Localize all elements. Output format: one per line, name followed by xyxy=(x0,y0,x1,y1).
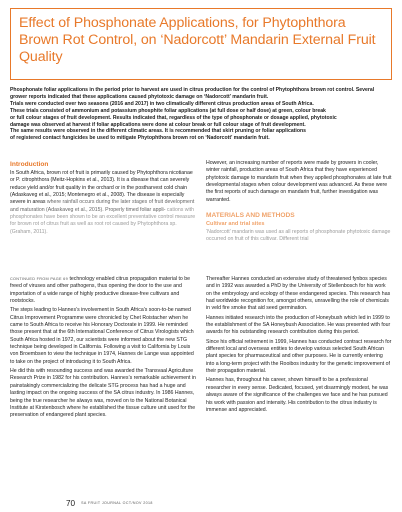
intro-column-right xyxy=(206,160,392,245)
section-heading-methods: MATERIALS AND METHODS xyxy=(206,212,295,220)
fade-divider xyxy=(10,264,392,274)
tribute-column-left xyxy=(10,276,198,422)
intro-paragraph xyxy=(10,170,198,236)
intro-column-left xyxy=(10,160,198,238)
tribute-paragraph xyxy=(10,276,198,305)
intro-text: In South Africa, brown rot of fruit is primarily caused by Phytophthora nicotianae or P. citrophthora (Meitz-Hopkins et al., 2013). It is a disease that can severely reduce yield and/or fruit quality in the orchard or in the postharvest cold chain (Adaskaveg et al., 2015; Montenegro et al., 2008). The disease is especially severe in areas xyxy=(10,170,193,206)
intro-text-faded: cations with phosphonates have been shown to be an excellent preventative control measure for brown rot of citrus fruit as well as root rot caused by Phytophthora sp. (Graham, 2011). xyxy=(10,206,196,235)
abstract xyxy=(10,87,392,142)
methods-paragraph: ‘Nadorcott’ mandarin was used as all reports of phosphonate phytotoxic damage occurred on fruit of this cultivar. Different trial xyxy=(206,228,391,242)
page-number: 70 xyxy=(66,498,76,508)
section-heading-introduction: Introduction xyxy=(10,161,49,168)
continued-label: CONTINUED FROM PAGE 69 xyxy=(10,277,69,281)
publication-info: SA FRUIT JOURNAL OCT/NOV 2018 xyxy=(81,501,153,505)
abstract-line: damage was observed at harvest if foliar applications were done at colour break or full colour stage of fruit development. xyxy=(10,121,306,128)
abstract-line: or full colour stages of fruit development. Results indicated that, regardless of the type of phosphonate or dosage applied, phytotoxic xyxy=(10,114,337,121)
abstract-line: These trials consisted of ammonium and potassium phosphite foliar applications (at full dose or half dose) at green, colour break xyxy=(10,107,326,114)
intro-right-paragraph: However, an increasing number of reports were made by growers in cooler, winter rainfall, production areas of South Africa that they have experienced phytotoxic damage to mandarin fruit when they applied phosphonates at late fruit developmental stages when colour development was advanced. As these were the first reports of such damage on mandarin fruit, further investigation was warranted. xyxy=(206,160,392,203)
tribute-paragraph: Hannes initiated research into the production of Honeybush which led in 1999 to the establishment of the SA Honeybush Association. He was presented with four awards for his outstanding research contribution during this period. xyxy=(206,314,391,336)
tribute-text: technology enabled citrus propagation material to be freed of viruses and other pathogens, thus opening the door to the use and importation of a wide range of highly productive disease-free cultivars and rootstocks. xyxy=(10,276,191,305)
intro-text-fading: where rainfall occurs during the later stages of fruit development and maturation (Adaskaveg et al., 2015). Properly timed foliar appli- xyxy=(10,199,195,213)
page-footer xyxy=(66,498,153,508)
tribute-paragraph: He did this with resounding success and was awarded the Transvaal Agriculture Research Prize in 1982 for his contribution. Hannes’s remarkable achievement in painstakingly commercializing the delicate STG process has had a huge and lasting impact on the ongoing success of the SA citrus industry. In 1986 Hannes, being the true researcher he always was, moved on to the National Botanical Institute at Kirstenbosch where he established the tissue culture unit used for the preservation of endangered plant species. xyxy=(10,368,196,419)
abstract-line: of registered contact fungicides be used to mitigate Phytophthora brown rot on ‘Nadorcott’ mandarin fruit. xyxy=(10,135,270,142)
subheading-cultivar: Cultivar and trial sites xyxy=(206,221,265,228)
abstract-line: Trials were conducted over two seasons (2016 and 2017) in two climatically different citrus production areas of South Africa. xyxy=(10,100,314,107)
tribute-paragraph: Since his official retirement in 1999, Hannes has conducted contract research for different local and overseas entities to develop various selected South African plant species for pharmaceutical and other purposes. He is currently entering into a long-term project with the Rooibos industry for the genetic improvement of their propagation material. xyxy=(206,338,392,375)
article-title: Effect of Phosphonate Applications, for Phytophthora Brown Rot Control, on ‘Nadorcott’ Mandarin External Fruit Quality xyxy=(19,15,376,65)
abstract-line: Phosphonate foliar applications in the period prior to harvest are used in citrus production for the control of Phytophthora brown rot control. Several grower reports indicated that these applications caused phytotoxic damage on ‘Nadorcott’ mandarin fruit. xyxy=(10,87,375,100)
tribute-paragraph: Hannes has, throughout his career, shown himself to be a professional researcher in every sense. Dedicated, focused, yet disarmingly modest, he was always aware of the significance of the challenges we face and he has pursued his work with passion and intensity. His contribution to the citrus industry is immense and appreciated. xyxy=(206,377,389,413)
tribute-paragraph: Thereafter Hannes conducted an extensive study of threatened fynbos species and in 1992 was awarded a PhD by the University of Stellenbosch for his work on the embryology and ecology of these endangered species. This research has had worldwide recognition for, amongst others, unravelling the role of chemicals in veld fire smoke that aid seed germination. xyxy=(206,276,391,312)
tribute-paragraph: The steps leading to Hannes’s involvement in South Africa’s soon-to-be named Citrus Improvement Programme were chronicled by Chet Roistacher when he came to South Africa to receive his Honorary Doctorate in 1999. He reminded those present that at the 6th International Conference of Citrus Virologists which South Africa hosted in 1972, our scientists were informed about the new STG technique being developed in California. Following a visit to California by Louis von Broembsen to view the technique in 1974, Hannes de Lange was appointed to take on the project of introducing it to South Africa. xyxy=(10,307,194,365)
tribute-column-right xyxy=(206,276,392,416)
title-box xyxy=(10,8,392,80)
abstract-line: The same results were observed in the different climatic areas. It is recommended that skirt pruning or foliar applications xyxy=(10,128,306,135)
